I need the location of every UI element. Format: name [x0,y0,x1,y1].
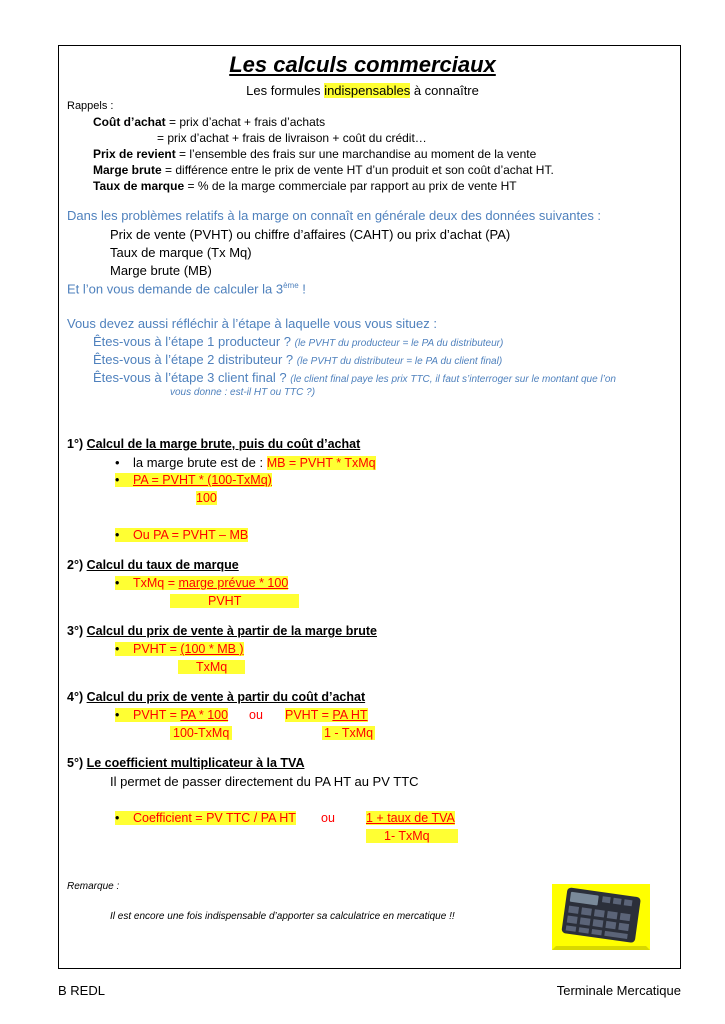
subtitle-highlight: indispensables [324,83,411,98]
steps-intro: Vous devez aussi réfléchir à l’étape à laquelle vous vous situez : [67,316,437,331]
ask-end: ! [298,281,306,297]
formula-numerator: (100 * MB ) [180,642,244,656]
formula-numerator: marge prévue * 100 [178,576,289,590]
section-4-bullet-1 [115,708,228,722]
section-3-heading [67,624,377,638]
section-number: 4°) [67,690,87,704]
formula: PVHT = [285,708,333,722]
rappel-taux-marque [93,179,517,193]
term: Coût d’achat [93,115,166,129]
calculator-icon [552,884,650,950]
section-5-bullet-1 [115,811,296,825]
term: Prix de revient [93,147,176,161]
section-3-bullet-1 [115,642,244,656]
section-1-heading [67,437,360,451]
section-number: 2°) [67,558,87,572]
ask-sup: ème [283,281,299,290]
section-number: 1°) [67,437,87,451]
section-5-description: Il permet de passer directement du PA HT au PV TTC [110,774,419,789]
bullet-icon: • [115,811,133,825]
step-1 [93,334,503,349]
bullet-icon: • [115,528,133,542]
subtitle-text: Les formules [246,83,325,98]
formula: PVHT = [133,642,181,656]
definition: = l’ensemble des frais sur une marchandise au moment de la vente [175,147,537,161]
section-title: Calcul du taux de marque [86,558,239,572]
footer-author: B REDL [58,983,105,998]
section-3-denominator: TxMq [178,660,245,674]
rappel-prix-revient [93,147,536,161]
section-1-bullet-3 [115,528,248,542]
definition: = prix d’achat + frais d’achats [165,115,326,129]
step-note: (le client final paye les prix TTC, il faut s’interroger sur le montant que l’on [290,374,616,385]
section-title: Le coefficient multiplicateur à la TVA [86,756,305,770]
footer-class: Terminale Mercatique [556,983,681,998]
step-3 [93,370,616,385]
section-4-or: ou [249,708,263,722]
problems-ask [67,281,306,296]
problems-intro: Dans les problèmes relatifs à la marge on connaît en générale deux des données suivantes : [67,208,602,223]
rappel-cout-achat [93,115,325,129]
step-3-note-cont: vous donne : est-il HT ou TTC ?) [170,387,316,398]
term: Marge brute [93,163,162,177]
section-number: 5°) [67,756,87,770]
bullet-icon: • [115,473,133,487]
section-title: Calcul de la marge brute, puis du coût d’achat [86,437,361,451]
step-note: (le PVHT du producteur = le PA du distributeur) [294,338,504,349]
rappel-marge-brute [93,163,554,177]
remarque-label: Remarque : [67,881,120,892]
step-text: Êtes-vous à l’étape 1 producteur ? [93,334,295,349]
definition: = différence entre le prix de vente HT d’un produit et son coût d’achat HT. [161,163,554,177]
step-note: (le PVHT du distributeur = le PA du client final) [296,356,503,367]
section-4-denominator-2: 1 - TxMq [324,726,374,740]
section-1-bullet-1 [115,455,376,470]
definition: = % de la marge commerciale par rapport au prix de vente HT [184,179,517,193]
section-2-denominator: PVHT [170,594,299,608]
section-5-or: ou [321,811,335,825]
subtitle-text-end: à connaître [410,83,479,98]
page-title: Les calculs commerciaux [229,52,496,77]
problems-item-3: Marge brute (MB) [110,263,212,278]
section-4-heading [67,690,365,704]
step-text: Êtes-vous à l’étape 2 distributeur ? [93,352,297,367]
section-number: 3°) [67,624,87,638]
step-text: Êtes-vous à l’étape 3 client final ? [93,370,291,385]
term: Taux de marque [93,179,185,193]
formula: MB = PVHT * TxMq [266,456,376,470]
remarque-text: Il est encore une fois indispensable d’apporter sa calculatrice en mercatique !! [110,911,455,922]
section-5-denominator: 1- TxMq [366,829,458,843]
formula-numerator: PA * 100 [180,708,229,722]
formula-numerator: PA HT [332,708,368,722]
section-title: Calcul du prix de vente à partir du coût d’achat [86,690,366,704]
formula: TxMq = [133,576,179,590]
bullet-icon: • [115,708,133,722]
bullet-icon: • [115,642,133,656]
formula: Ou PA = PVHT – MB [133,528,249,542]
page-subtitle [0,83,725,98]
section-4-alt [285,708,368,722]
formula: Coefficient = PV TTC / PA HT [133,811,296,825]
step-2 [93,352,502,367]
ask-text: Et l’on vous demande de calculer la 3 [67,281,284,297]
bullet-icon: • [115,576,133,590]
section-4-denominator-1: 100-TxMq [170,726,232,740]
bullet-text: la marge brute est de : [133,455,267,470]
section-2-bullet-1 [115,576,288,590]
formula: PA = PVHT * (100-TxMq) [133,473,272,487]
rappels-label: Rappels : [67,100,114,112]
section-1-denominator: 100 [196,491,217,505]
section-5-heading [67,756,304,770]
formula: PVHT = [133,708,181,722]
section-title: Calcul du prix de vente à partir de la marge brute [86,624,377,638]
section-1-bullet-2 [115,473,272,487]
problems-item-1: Prix de vente (PVHT) ou chiffre d’affaires (CAHT) ou prix d’achat (PA) [110,227,511,242]
problems-item-2: Taux de marque (Tx Mq) [110,245,252,260]
bullet-icon: • [115,455,120,470]
section-2-heading [67,558,239,572]
rappel-cout-achat-alt: = prix d’achat + frais de livraison + coût du crédit… [157,131,427,145]
section-5-alt: 1 + taux de TVA [366,811,455,825]
